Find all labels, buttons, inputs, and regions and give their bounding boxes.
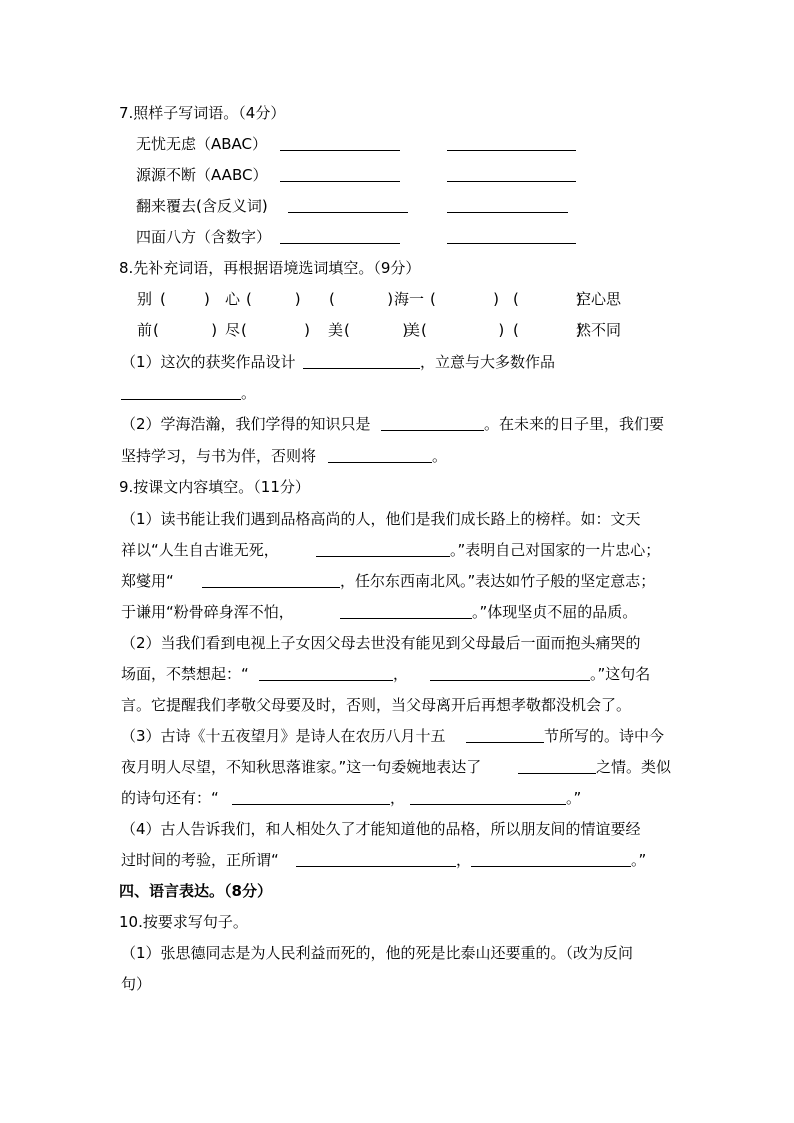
q7-example-4: 四面八方（含数字） — [136, 228, 272, 246]
q9-p1-line-3b: ，任尔东西南北风。”表达如竹子般的坚定意志； — [340, 572, 656, 590]
q8-r1-char-3: 海一 — [394, 290, 425, 308]
q9-p3-blank-4[interactable] — [410, 804, 566, 805]
q7-answer-2a[interactable] — [280, 181, 400, 182]
q7-example-3: 翻来覆去(含反义词) — [136, 197, 268, 215]
q7-answer-4a[interactable] — [280, 243, 400, 244]
q7-answer-3a[interactable] — [288, 212, 408, 213]
q9-p1-line-2b: 。”表明自己对国家的一片忠心； — [450, 541, 661, 559]
q9-p4-line-1: （4）古人告诉我们，和人相处久了才能知道他的品格，所以朋友间的情谊要经 — [121, 820, 641, 838]
q9-p3-blank-2[interactable] — [518, 773, 596, 774]
q9-p4-blank-1[interactable] — [296, 866, 456, 867]
q8-title: 8.先补充词语，再根据语境选词填空。（9分） — [119, 259, 421, 277]
q7-answer-3b[interactable] — [447, 212, 568, 213]
q9-p1-blank-1[interactable] — [316, 556, 450, 557]
q9-p4-blank-2[interactable] — [471, 866, 631, 867]
q9-title: 9.按课文内容填空。（11分） — [119, 478, 310, 496]
q8-r1-char-2: 心 — [225, 290, 241, 308]
q8-s1-blank-1[interactable] — [303, 368, 420, 369]
q8-s2-text-a: （2）学海浩瀚，我们学得的知识只是 — [121, 415, 371, 433]
q8-r1-char-4: 空心思 — [576, 290, 622, 308]
q8-r1-bracket-5[interactable]: ( ) — [513, 290, 582, 308]
q9-p3-line-2b: 之情。类似 — [596, 758, 672, 776]
q9-p1-blank-2[interactable] — [202, 587, 340, 588]
q8-s1-text-a: （1）这次的获奖作品设计 — [121, 353, 296, 371]
q9-p1-blank-3[interactable] — [340, 618, 472, 619]
section-4-heading: 四、语言表达。（8分） — [119, 882, 272, 900]
q8-s1-text-c: 。 — [241, 384, 257, 402]
q7-example-1: 无忧无虑（ABAC） — [136, 135, 268, 153]
q8-r1-char-1: 别 — [137, 290, 153, 308]
q7-answer-1a[interactable] — [280, 150, 400, 151]
q8-r1-bracket-4[interactable]: ( ) — [430, 290, 499, 308]
q8-r2-bracket-5[interactable]: ( ) — [513, 321, 582, 339]
q8-r1-bracket-2[interactable]: ( ) — [246, 290, 301, 308]
q7-title: 7.照样子写词语。（4分） — [119, 104, 286, 122]
q8-s1-text-b: ，立意与大多数作品 — [420, 353, 556, 371]
q8-s2-blank-1[interactable] — [381, 430, 484, 431]
q9-p3-line-3b: ， — [390, 789, 406, 807]
q8-r2-bracket-1[interactable]: ( ) — [153, 321, 218, 339]
q8-s2-text-b: 。在未来的日子里，我们要 — [484, 415, 665, 433]
q9-p1-line-3a: 郑燮用“ — [121, 572, 174, 590]
q9-p3-blank-1[interactable] — [466, 742, 544, 743]
q7-example-2: 源源不断（AABC） — [136, 166, 268, 184]
q9-p3-line-3a: 的诗句还有：“ — [121, 789, 219, 807]
q10-s1-line-1: （1）张思德同志是为人民利益而死的，他的死是比泰山还要重的。（改为反问 — [121, 944, 634, 962]
q8-r2-char-1: 前 — [137, 321, 153, 339]
q8-r1-bracket-1[interactable]: ( ) — [160, 290, 210, 308]
q9-p4-line-2b: ， — [456, 851, 472, 869]
q9-p2-line-1: （2）当我们看到电视上子女因父母去世没有能见到父母最后一面而抱头痛哭的 — [121, 634, 641, 652]
q8-r2-bracket-3[interactable]: ( ) — [344, 321, 409, 339]
q7-answer-1b[interactable] — [447, 150, 576, 151]
q9-p2-line-2c: 。”这句名 — [590, 665, 651, 683]
q8-s2-text-c: 坚持学习，与书为伴，否则将 — [121, 447, 317, 465]
q8-s2-blank-2[interactable] — [328, 462, 432, 463]
q8-r2-char-2: 尽 — [225, 321, 241, 339]
q9-p1-line-1: （1）读书能让我们遇到品格高尚的人，他们是我们成长路上的榜样。如：文天 — [121, 510, 641, 528]
q8-s1-blank-2[interactable] — [121, 399, 241, 400]
q7-answer-4b[interactable] — [447, 243, 576, 244]
q9-p3-line-1b: 节所写的。诗中今 — [544, 727, 665, 745]
q7-answer-2b[interactable] — [447, 181, 576, 182]
q8-r2-char-3: 美 — [328, 321, 344, 339]
q8-s2-text-d: 。 — [432, 447, 448, 465]
q9-p2-line-2a: 场面，不禁想起：“ — [121, 665, 249, 683]
q9-p2-line-3: 言。它提醒我们孝敬父母要及时，否则，当父母离开后再想孝敬都没机会了。 — [121, 696, 632, 714]
q9-p1-line-4b: 。”体现坚贞不屈的品质。 — [472, 603, 638, 621]
q9-p2-line-2b: ， — [393, 665, 409, 683]
q10-s1-line-2: 句） — [121, 975, 152, 993]
q8-r2-bracket-4[interactable]: ( ) — [421, 321, 505, 339]
q9-p2-blank-2[interactable] — [430, 680, 590, 681]
q9-p1-line-2a: 祥以“人生自古谁无死， — [121, 541, 279, 559]
q8-r2-char-4: 美 — [405, 321, 421, 339]
q9-p3-line-2a: 夜月明人尽望，不知秋思落谁家。”这一句委婉地表达了 — [121, 758, 482, 776]
q9-p4-line-2c: 。” — [631, 851, 647, 869]
q8-r1-bracket-3[interactable]: ( ) — [329, 290, 394, 308]
q9-p4-line-2a: 过时间的考验，正所谓“ — [121, 851, 279, 869]
q9-p1-line-4a: 于谦用“粉骨碎身浑不怕， — [121, 603, 294, 621]
q9-p3-line-3c: 。” — [566, 789, 582, 807]
q10-title: 10.按要求写句子。 — [119, 913, 248, 931]
q8-r2-char-5: 然不同 — [576, 321, 622, 339]
q8-r2-bracket-2[interactable]: ( ) — [241, 321, 310, 339]
q9-p3-blank-3[interactable] — [232, 804, 390, 805]
q9-p3-line-1a: （3）古诗《十五夜望月》是诗人在农历八月十五 — [121, 727, 446, 745]
q9-p2-blank-1[interactable] — [259, 680, 393, 681]
